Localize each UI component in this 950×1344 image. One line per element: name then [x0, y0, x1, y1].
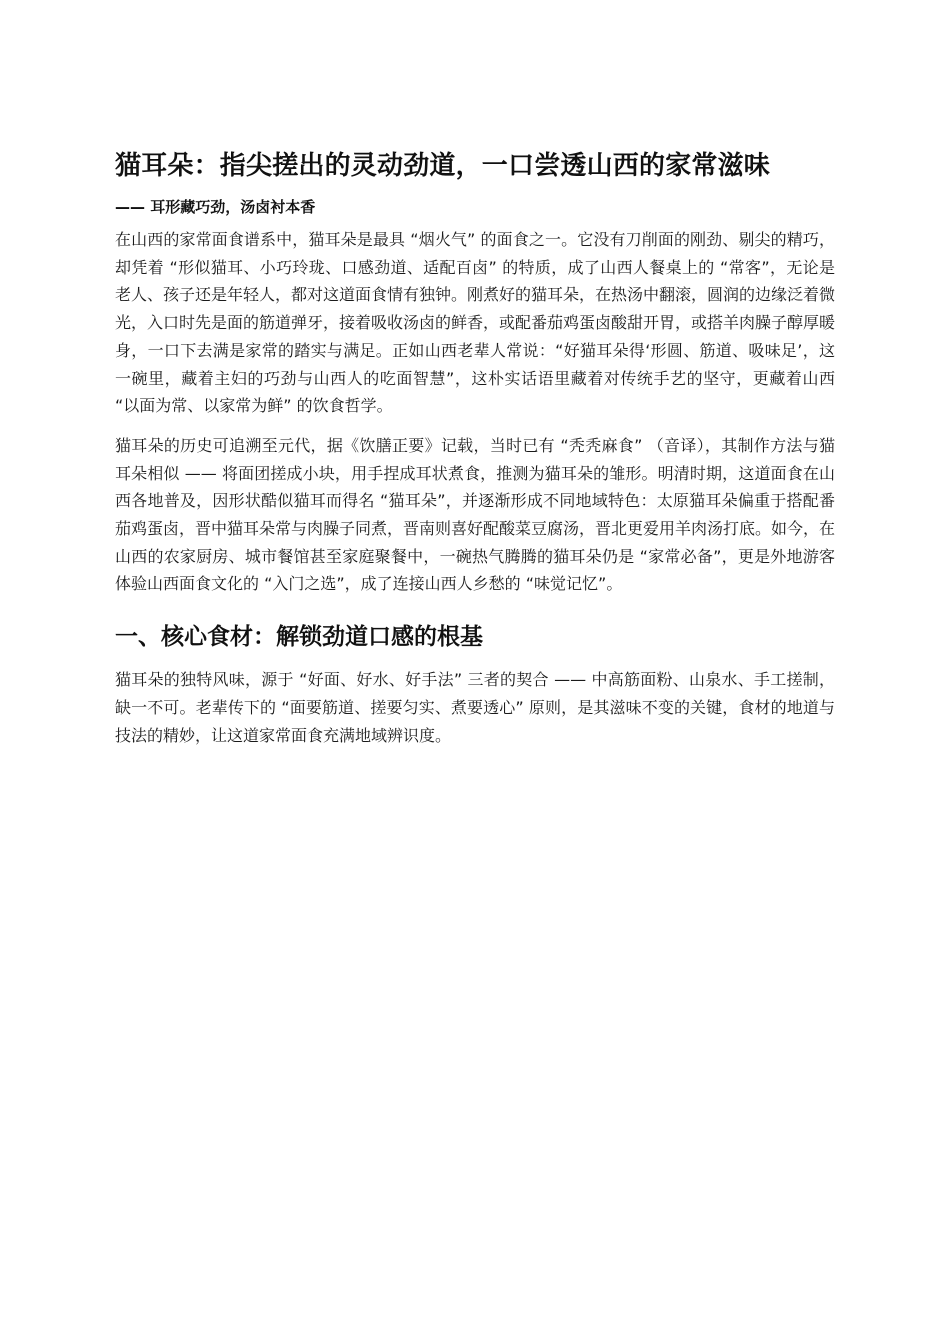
intro-paragraph-2: 猫耳朵的历史可追溯至元代，据《饮膳正要》记载，当时已有 “秃秃麻食” （音译），其制作方法与猫耳朵相似 —— 将面团搓成小块，用手捏成耳状煮食，推测为猫耳朵的雏形。明清时期，这道面食在山西各地普及，因形状酷似猫耳而得名 “猫耳朵”，并逐渐形成不同地域特色：太原猫耳朵偏重于搭配番茄鸡蛋卤，晋中猫耳朵常与肉臊子同煮，晋南则喜好配酸菜豆腐汤，晋北更爱用羊肉汤打底。如今，在山西的农家厨房、城市餐馆甚至家庭聚餐中，一碗热气腾腾的猫耳朵仍是 “家常必备”，更是外地游客体验山西面食文化的 “入门之选”，成了连接山西人乡愁的 “味觉记忆”。: [115, 435, 836, 594]
section-heading-core-ingredients: 一、核心食材：解锁劲道口感的根基: [115, 624, 483, 651]
document-content: [115, 146, 835, 761]
document-title: 猫耳朵：指尖搓出的灵动劲道，一口尝透山西的家常滋味: [115, 151, 771, 181]
intro-paragraph-1: 在山西的家常面食谱系中，猫耳朵是最具 “烟火气” 的面食之一。它没有刀削面的刚劲、剔尖的精巧，却凭着 “形似猫耳、小巧玲珑、口感劲道、适配百卤” 的特质，成了山西人餐桌上的 “常客”，无论是老人、孩子还是年轻人，都对这道面食情有独钟。刚煮好的猫耳朵，在热汤中翻滚，圆润的边缘泛着微光，入口时先是面的筋道弹牙，接着吸收汤卤的鲜香，或配番茄鸡蛋卤酸甜开胃，或搭羊肉臊子醇厚暖身，一口下去满是家常的踏实与满足。正如山西老辈人常说：“好猫耳朵得‘形圆、筋道、吸味足’，这一碗里，藏着主妇的巧劲与山西人的吃面智慧”，这朴实话语里藏着对传统手艺的坚守，更藏着山西 “以面为常、以家常为鲜” 的饮食哲学。: [115, 230, 836, 416]
section-paragraph-core-ingredients: 猫耳朵的独特风味，源于 “好面、好水、好手法” 三者的契合 —— 中高筋面粉、山泉水、手工搓制，缺一不可。老辈传下的 “面要筋道、搓要匀实、煮要透心” 原则，是其滋味不变的关键，食材的地道与技法的精妙，让这道家常面食充满地域辨识度。: [115, 670, 835, 745]
document-subtitle: —— 耳形藏巧劲，汤卤衬本香: [115, 198, 316, 216]
